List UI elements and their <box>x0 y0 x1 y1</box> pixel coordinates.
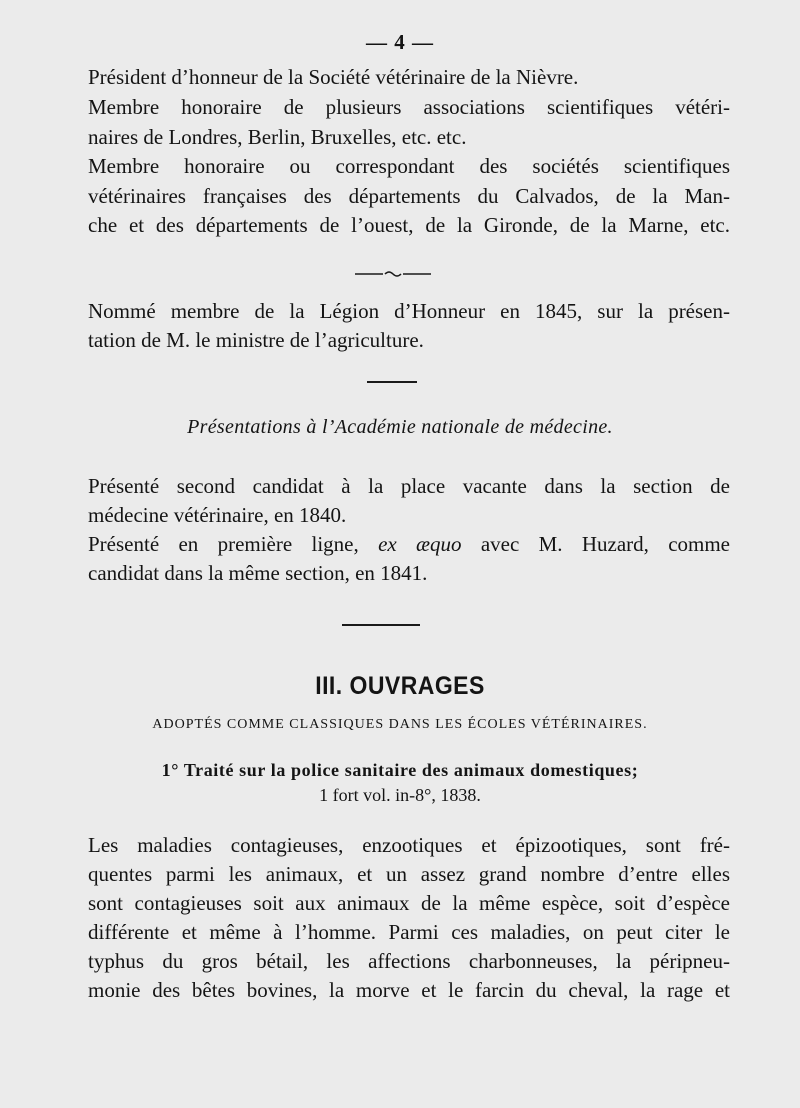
presentation-2-post: avec M. Huzard, comme <box>461 532 731 556</box>
honor-president-line: Président d’honneur de la Société vétérinaire de la Nièvre. <box>88 65 579 89</box>
presentation-2-line-1 <box>88 529 730 559</box>
legion-honneur-line-2: tation de M. le ministre de l’agriculture. <box>88 328 424 352</box>
presentation-2-pre: Présenté en première ligne, <box>88 532 379 556</box>
body-line-4: différente et même à l’homme. Parmi ces maladies, on peut citer le <box>88 920 730 944</box>
work-title: 1° Traité sur la police sanitaire des animaux domestiques; <box>161 760 639 780</box>
presentation-1-line-1: Présenté second candidat à la place vacante dans la section de <box>88 474 730 498</box>
work-details: 1 fort vol. in-8°, 1838. <box>319 785 481 805</box>
separator-rule-2 <box>342 624 420 626</box>
separator-rule <box>367 381 417 383</box>
legion-honneur-line-1: Nommé membre de la Légion d’Honneur en 1845, sur la présen- <box>88 299 730 323</box>
body-line-2: quentes parmi les animaux, et un assez grand nombre d’entre elles <box>88 862 730 886</box>
body-line-3: sont contagieuses soit aux animaux de la même espèce, soit d’espèce <box>88 891 730 915</box>
honorary-member-line-2: naires de Londres, Berlin, Bruxelles, etc. etc. <box>88 125 467 149</box>
body-line-5: typhus du gros bétail, les affections charbonneuses, la péripneu- <box>88 949 730 973</box>
presentation-2-line-2: candidat dans la même section, en 1841. <box>88 561 428 585</box>
ornament-divider <box>355 270 431 278</box>
body-line-1: Les maladies contagieuses, enzootiques et épizootiques, sont fré- <box>88 833 730 857</box>
academie-heading: Présentations à l’Académie nationale de médecine. <box>187 416 613 438</box>
correspondent-line-1: Membre honoraire ou correspondant des sociétés scientifiques <box>88 154 730 178</box>
page-number: — 4 — <box>366 30 434 54</box>
section-subtitle: ADOPTÉS COMME CLASSIQUES DANS LES ÉCOLES VÉTÉRINAIRES. <box>152 717 648 732</box>
section-title: III. OUVRAGES <box>315 672 485 700</box>
ex-aequo-italic: ex æquo <box>378 532 462 556</box>
correspondent-line-2: vétérinaires françaises des départements du Calvados, de la Man- <box>88 184 730 208</box>
correspondent-line-3: che et des départements de l’ouest, de la Gironde, de la Marne, etc. <box>88 213 730 237</box>
honorary-member-line-1: Membre honoraire de plusieurs associations scientifiques vétéri- <box>88 95 730 119</box>
body-line-6: monie des bêtes bovines, la morve et le farcin du cheval, la rage et <box>88 978 730 1002</box>
presentation-1-line-2: médecine vétérinaire, en 1840. <box>88 503 347 527</box>
